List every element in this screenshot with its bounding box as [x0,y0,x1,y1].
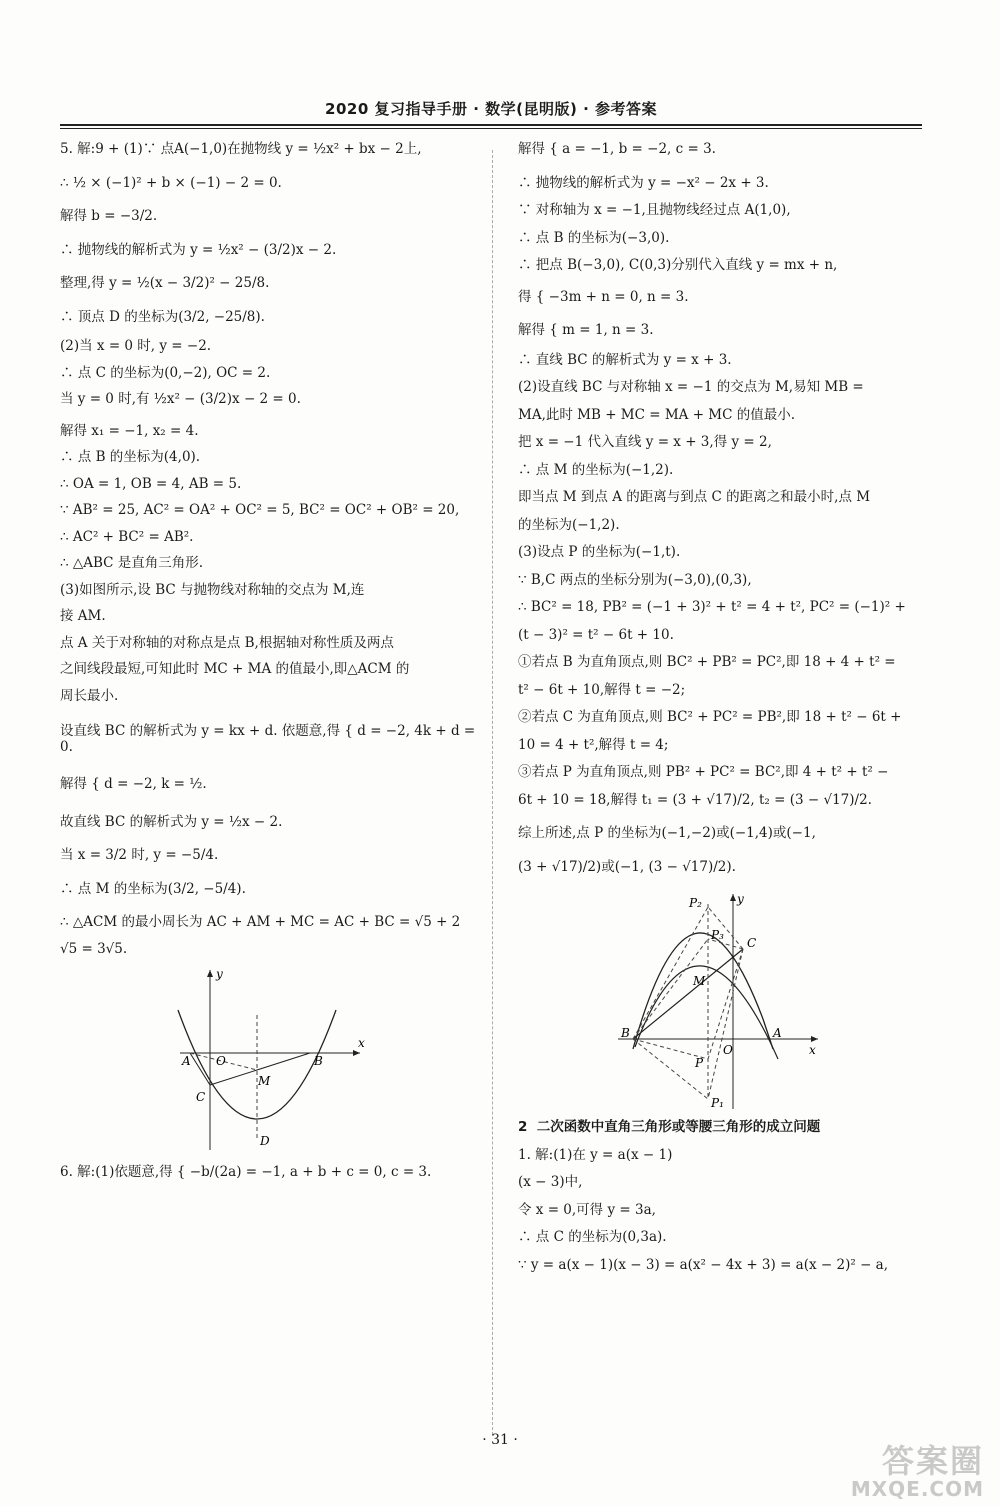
text-line: ∴ 把点 B(−3,0), C(0,3)分别代入直线 y = mx + n, [518,257,838,274]
text-line: ③若点 P 为直角顶点,则 PB² + PC² = BC²,即 4 + t² + t² − [518,764,889,781]
text-line: ∵ y = a(x − 1)(x − 3) = a(x² − 4x + 3) = a(x − 2)² − a, [518,1256,889,1273]
text-line: 解得 b = −3/2. [60,208,158,225]
text-line: ∴ 点 B 的坐标为(4,0). [60,449,201,466]
text-line: 1. 解:(1)在 y = a(x − 1) [518,1146,673,1163]
fig1-label-D: D [260,1134,270,1149]
parabola-figure-1 [170,965,370,1155]
page-header: 2020 复习指导手册 · 数学(昆明版) · 参考答案 [325,100,657,118]
text-line: t² − 6t + 10,解得 t = −2; [518,681,686,698]
text-line: ∵ 对称轴为 x = −1,且抛物线经过点 A(1,0), [518,202,791,219]
right-column [518,142,928,1274]
fig2-label-y: y [737,892,744,907]
fig1-label-y: y [216,967,223,982]
section-heading: 2 二次函数中直角三角形或等腰三角形的成立问题 [518,1119,821,1136]
text-line: (3 + √17)/2)或(−1, (3 − √17)/2). [518,858,736,875]
fig2-label-P3: P₃ [711,928,724,943]
left-column [60,142,480,1181]
fig1-label-O: O [216,1054,226,1069]
text-line: 5. 解:9 + (1)∵ 点A(−1,0)在抛物线 y = ½x² + bx − 2上, [60,141,422,157]
fig2-label-M: M [693,974,706,989]
text-line: 得 { −3m + n = 0, n = 3. [518,288,689,305]
text-line: 接 AM. [60,608,106,625]
text-line: ∴ 点 C 的坐标为(0,3a). [518,1229,667,1246]
text-line: (2)当 x = 0 时, y = −2. [60,338,212,355]
text-line: ∴ 顶点 D 的坐标为(3/2, −25/8). [60,308,265,325]
text-line: 之间线段最短,可知此时 MC + MA 的值最小,即△ACM 的 [60,661,410,678]
text-line: (3)如图所示,设 BC 与抛物线对称轴的交点为 M,连 [60,581,365,598]
text-line: 6t + 10 = 18,解得 t₁ = (3 + √17)/2, t₂ = (3 − √17)/2. [518,791,872,808]
text-line: 6. 解:(1)依题意,得 { −b/(2a) = −1, a + b + c = 0, c = 3. [60,1164,432,1181]
text-line: ∴ ½ × (−1)² + b × (−1) − 2 = 0. [60,174,282,191]
text-line: 即当点 M 到点 A 的距离与到点 C 的距离之和最小时,点 M [518,489,871,506]
text-line: ∴ OA = 1, OB = 4, AB = 5. [60,475,242,492]
parabola-figure-2 [613,889,823,1114]
fig1-label-x: x [358,1036,365,1051]
text-line: ∴ 点 C 的坐标为(0,−2), OC = 2. [60,364,271,381]
text-line: ∵ AB² = 25, AC² = OA² + OC² = 5, BC² = OC² + OB² = 20, [60,502,460,519]
text-line: ∴ BC² = 18, PB² = (−1 + 3)² + t² = 4 + t², PC² = (−1)² + [518,599,906,616]
text-line: 故直线 BC 的解析式为 y = ½x − 2. [60,813,283,830]
text-line: 当 x = 3/2 时, y = −5/4. [60,847,219,864]
text-line: ①若点 B 为直角顶点,则 BC² + PB² = PC²,即 18 + 4 + t² = [518,654,896,671]
fig2-label-C: C [747,936,757,951]
text-line: ∴ 点 B 的坐标为(−3,0). [518,229,670,246]
fig2-label-A: A [773,1026,782,1041]
text-line: 解得 { a = −1, b = −2, c = 3. [518,141,716,157]
text-line: 把 x = −1 代入直线 y = x + 3,得 y = 2, [518,434,772,451]
text-line: 综上所述,点 P 的坐标为(−1,−2)或(−1,4)或(−1, [518,825,816,842]
fig2-label-B: B [621,1026,630,1041]
watermark-url: MXQE.COM [850,1476,984,1501]
text-line: ∴ △ACM 的最小周长为 AC + AM + MC = AC + BC = √5 + 2 [60,914,461,931]
text-line: 当 y = 0 时,有 ½x² − (3/2)x − 2 = 0. [60,391,301,408]
text-line: 10 = 4 + t²,解得 t = 4; [518,736,669,753]
text-line: ∵ B,C 两点的坐标分别为(−3,0),(0,3), [518,571,752,588]
fig1-label-M: M [258,1074,271,1089]
fig2-label-O: O [723,1043,733,1058]
text-line: MA,此时 MB + MC = MA + MC 的值最小. [518,406,796,423]
text-line: ∴ 点 M 的坐标为(3/2, −5/4). [60,880,246,897]
text-line: ∴ 抛物线的解析式为 y = −x² − 2x + 3. [518,174,769,191]
text-line: 解得 { m = 1, n = 3. [518,322,654,339]
text-line: (t − 3)² = t² − 6t + 10. [518,626,674,643]
fig2-label-x: x [809,1043,816,1058]
text-line: 整理,得 y = ½(x − 3/2)² − 25/8. [60,275,270,292]
text-line: 设直线 BC 的解析式为 y = kx + d. 依题意,得 { d = −2, 4k + d = 0. [60,723,480,755]
text-line: ∴ 抛物线的解析式为 y = ½x² − (3/2)x − 2. [60,241,337,258]
fig2-label-P2: P₂ [689,896,702,911]
text-line: ∴ AC² + BC² = AB². [60,528,194,545]
text-line: 周长最小. [60,687,119,704]
text-line: (x − 3)中, [518,1174,583,1191]
fig1-label-B: B [314,1054,323,1069]
text-line: 令 x = 0,可得 y = 3a, [518,1201,656,1218]
text-line: (2)设直线 BC 与对称轴 x = −1 的交点为 M,易知 MB = [518,379,864,396]
text-line: ∴ △ABC 是直角三角形. [60,555,204,572]
watermark-brand: 答案圈 [881,1442,984,1480]
fig1-label-C: C [196,1090,206,1105]
watermark [850,1442,984,1501]
text-line: 解得 { d = −2, k = ½. [60,776,207,793]
text-line: √5 = 3√5. [60,940,128,957]
text-line: (3)设点 P 的坐标为(−1,t). [518,544,681,561]
fig2-label-P: P [695,1056,704,1071]
column-divider [492,150,493,1435]
text-line: ∴ 直线 BC 的解析式为 y = x + 3. [518,351,732,368]
header-rule-thick [60,124,922,126]
header-rule-thin [60,128,922,129]
text-line: ②若点 C 为直角顶点,则 BC² + PC² = PB²,即 18 + t² − 6t + [518,709,902,726]
text-line: 解得 x₁ = −1, x₂ = 4. [60,422,199,439]
text-line: ∴ 点 M 的坐标为(−1,2). [518,461,674,478]
page-number: · 31 · [482,1432,518,1448]
fig2-label-P1: P₁ [711,1096,724,1111]
fig1-label-A: A [182,1054,191,1069]
text-line: 点 A 关于对称轴的对称点是点 B,根据轴对称性质及两点 [60,634,394,651]
text-line: 的坐标为(−1,2). [518,516,620,533]
